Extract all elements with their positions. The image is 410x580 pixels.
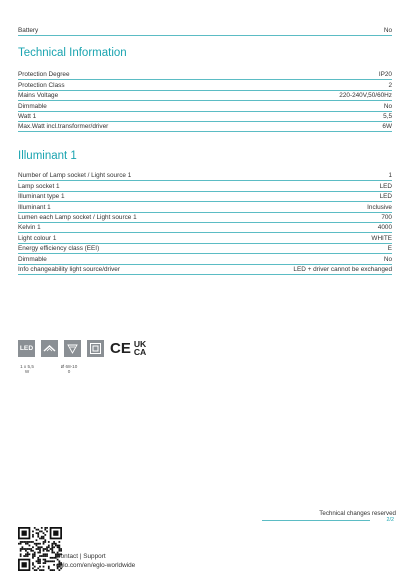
ceiling-cutout-glyph (65, 341, 80, 356)
row-value: 1 (388, 172, 392, 180)
table-row (18, 112, 392, 122)
table-row (18, 213, 392, 223)
datasheet-page (18, 0, 392, 580)
table-row (18, 101, 392, 111)
footer-divider (262, 520, 370, 521)
cutout-caption-line-2: 0 (67, 369, 71, 374)
ukca-mark (133, 338, 147, 357)
table-row (18, 223, 392, 233)
certification-marks (110, 338, 147, 357)
page-number: 2/2 (386, 517, 394, 523)
row-value: E (387, 245, 392, 253)
website-link[interactable]: eglo.com/en/eglo-worldwide (56, 562, 136, 569)
ce-mark: CE (110, 339, 131, 357)
row-label: Max.Watt incl.transformer/driver (18, 123, 109, 131)
row-label: Dimmable (18, 255, 47, 263)
row-label: Illuminant 1 (18, 203, 51, 211)
table-row (18, 171, 392, 181)
table-row (18, 181, 392, 191)
row-value: IP20 (378, 71, 392, 79)
ceiling-cutout-icon (64, 340, 81, 357)
table-row (18, 265, 392, 275)
row-label: Battery (18, 27, 39, 35)
row-value: LED (379, 182, 392, 190)
led-caption (15, 364, 39, 374)
product-icons (18, 340, 146, 357)
row-label: Watt 1 (18, 112, 37, 120)
row-value: No (383, 102, 392, 110)
double-square-glyph (88, 341, 103, 356)
row-label: Protection Degree (18, 71, 70, 79)
row-value: Inclusive (367, 203, 392, 211)
protection-class-2-icon (87, 340, 104, 357)
ukca-top: UK (133, 338, 147, 349)
table-row (18, 192, 392, 202)
table-row (18, 91, 392, 101)
table-row (18, 26, 392, 36)
led-icon: LED (18, 340, 35, 357)
row-label: Light colour 1 (18, 234, 57, 242)
led-caption-line-1: 1 x 5,5 (20, 364, 34, 369)
contact-block (56, 552, 135, 570)
row-label: Mains Voltage (18, 92, 59, 100)
row-value: 700 (381, 213, 392, 221)
row-label: Kelvin 1 (18, 224, 41, 232)
row-value: No (383, 255, 392, 263)
row-label: Number of Lamp socket / Light source 1 (18, 172, 132, 180)
ukca-bottom: CA (133, 346, 147, 357)
table-row (18, 80, 392, 90)
general-table (18, 26, 392, 36)
section-title-illuminant: Illuminant 1 (18, 150, 77, 162)
cutout-caption (57, 364, 81, 374)
row-label: Lumen each Lamp socket / Light source 1 (18, 213, 137, 221)
row-label: Energy efficiency class (EEI) (18, 245, 100, 253)
led-caption-line-2: W (24, 369, 30, 374)
table-row (18, 202, 392, 212)
row-value: 5,5 (383, 112, 392, 120)
row-value: 4000 (377, 224, 392, 232)
table-row (18, 254, 392, 264)
cutout-caption-line-1: Ø 68-10 (60, 364, 78, 369)
row-label: Lamp socket 1 (18, 182, 60, 190)
row-label: Illuminant type 1 (18, 193, 65, 201)
row-value: LED (379, 193, 392, 201)
technical-changes-note: Technical changes reserved (319, 510, 396, 517)
technical-table (18, 70, 392, 132)
table-row (18, 233, 392, 243)
row-label: Protection Class (18, 81, 65, 89)
contact-link[interactable]: Contact | Support (56, 553, 106, 560)
row-value: No (383, 27, 392, 35)
beam-angle-glyph (42, 341, 57, 356)
beam-angle-icon (41, 340, 58, 357)
table-row (18, 244, 392, 254)
table-row (18, 122, 392, 132)
row-label: Info changeability light source/driver (18, 265, 120, 273)
row-value: 6W (382, 123, 392, 131)
section-title-technical: Technical Information (18, 47, 127, 59)
table-row (18, 70, 392, 80)
row-label: Dimmable (18, 102, 47, 110)
row-value: WHITE (371, 234, 392, 242)
illuminant-table (18, 171, 392, 275)
row-value: 220-240V,50/60Hz (339, 92, 392, 100)
row-value: LED + driver cannot be exchanged (293, 265, 392, 273)
row-value: 2 (388, 81, 392, 89)
